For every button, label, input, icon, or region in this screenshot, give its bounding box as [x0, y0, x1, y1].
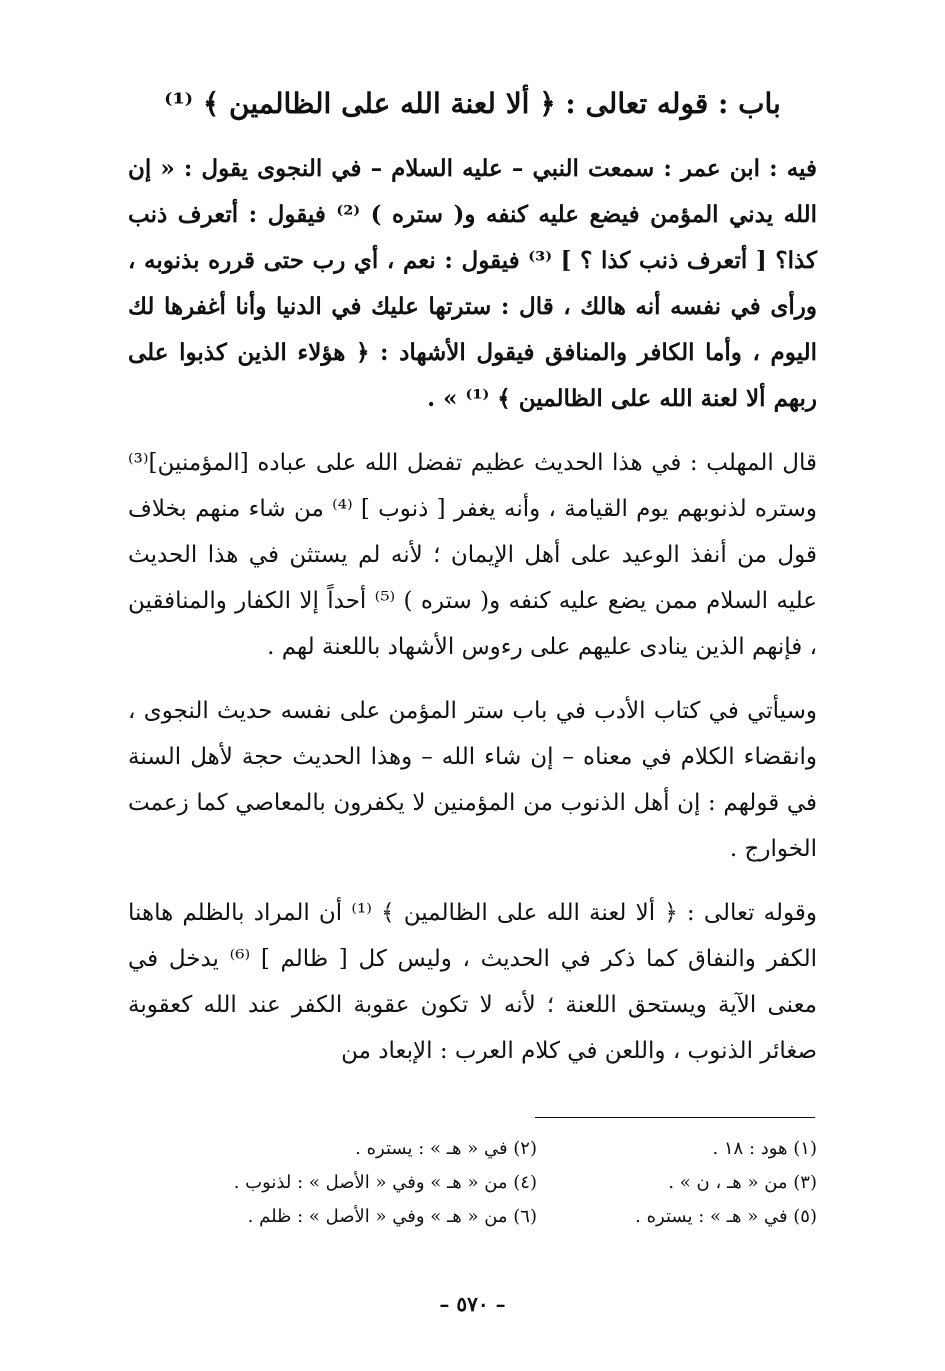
footnote-row — [128, 1166, 817, 1200]
paragraph: فيه : ابن عمر : سمعت النبي – عليه السلام – في النجوى يقول : « إن الله يدني المؤمن فيضع عليه كنفه و( ستره ) ⁽²⁾ فيقول : أتعرف ذنب كذا؟ [ أتعرف ذنب كذا ؟ ] ⁽³⁾ فيقول : نعم ، أي رب حتى قرره بذنوبه ، ورأى في نفسه أنه هالك ، قال : سترتها عليك في الدنيا وأنا أغفرها لك اليوم ، وأما الكافر والمنافق فيقول الأشهاد : ﴿ هؤلاء الذين كذبوا على ربهم ألا لعنة الله على الظالمين ﴾ ⁽¹⁾ » . — [128, 155, 817, 412]
footnote: (١) هود : ١٨ . — [712, 1138, 817, 1159]
body-text — [128, 146, 817, 1074]
footnote: (٣) من « هـ ، ن » . — [668, 1172, 817, 1193]
footnote: (٦) من « هـ » وفي « الأصل » : ظلم . — [247, 1206, 537, 1227]
paragraph: وقوله تعالى : ﴿ ألا لعنة الله على الظالمين ﴾ ⁽¹⁾ أن المراد بالظلم هاهنا الكفر والنفاق كما ذكر في الحديث ، وليس كل [ ظالم ] ⁽⁶⁾ يدخل في معنى الآية ويستحق اللعنة ؛ لأنه لا تكون عقوبة الكفر عند الله كعقوبة صغائر الذنوب ، واللعن في كلام العرب : الإبعاد من — [128, 900, 817, 1064]
footnote: (٤) من « هـ » وفي « الأصل » : لذنوب . — [233, 1172, 537, 1193]
chapter-heading: باب : قوله تعالى : ﴿ ألا لعنة الله على الظالمين ﴾ ⁽¹⁾ — [164, 87, 781, 120]
page-number: – ٥٧٠ – — [439, 1292, 506, 1316]
footnote: (٢) في « هـ » : يستره . — [355, 1138, 537, 1159]
footnote-row — [128, 1132, 817, 1166]
paragraph: وسيأتي في كتاب الأدب في باب ستر المؤمن على نفسه حديث النجوى ، وانقضاء الكلام في معناه – إن شاء الله – وهذا الحديث حجة لأهل السنة في قولهم : إن أهل الذنوب من المؤمنين لا يكفرون بالمعاصي كما زعمت الخوارج . — [128, 698, 817, 862]
footnotes — [128, 1132, 817, 1234]
paragraph: قال المهلب : في هذا الحديث عظيم تفضل الله على عباده [المؤمنين]⁽³⁾ وستره لذنوبهم يوم القيامة ، وأنه يغفر [ ذنوب ] ⁽⁴⁾ من شاء منهم بخلاف قول من أنفذ الوعيد على أهل الإيمان ؛ لأنه لم يستثن في هذا الحديث عليه السلام ممن يضع عليه كنفه و( ستره ) ⁽⁵⁾ أحداً إلا الكفار والمنافقين ، فإنهم الذين ينادى عليهم على رءوس الأشهاد باللعنة لهم . — [128, 450, 818, 660]
footnote-divider — [535, 1117, 815, 1118]
footnote: (٥) في « هـ » : يستره . — [635, 1206, 817, 1227]
footnote-row — [128, 1200, 817, 1234]
